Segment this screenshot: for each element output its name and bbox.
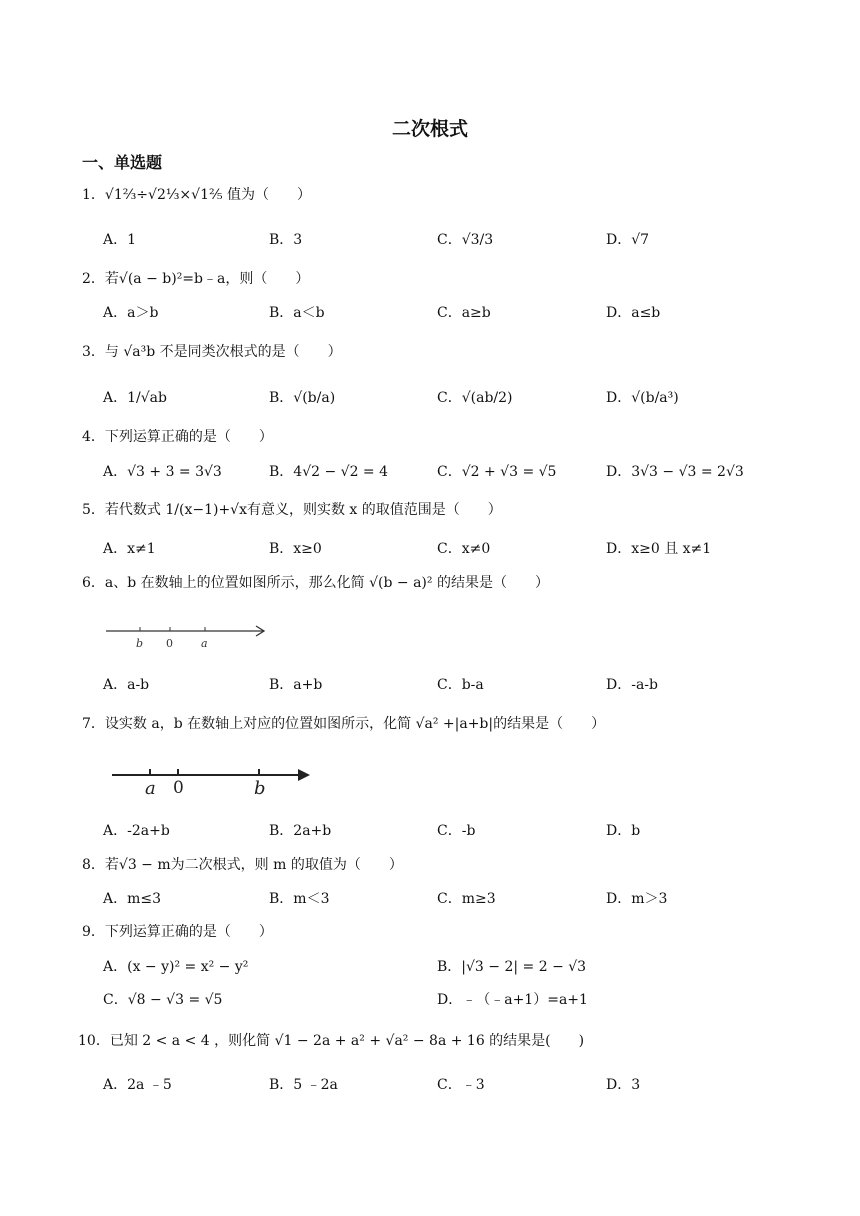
q9-option-a: A．(x − y)² = x² − y² <box>103 959 249 975</box>
q3-option-a: A．1/√ab <box>103 390 167 406</box>
q9-option-c: C．√8 − √3 = √5 <box>103 992 223 1008</box>
question-8-stem: 8．若√3 − m为二次根式，则 m 的取值为（ ） <box>82 857 403 873</box>
q5-option-c: C．x≠0 <box>437 541 491 557</box>
q2-option-d: D．a≤b <box>606 305 661 321</box>
q4-option-d: D．3√3 − √3 = 2√3 <box>606 464 744 480</box>
q5-option-d: D．x≥0 且 x≠1 <box>606 541 712 557</box>
fig6-label-zero: 0 <box>166 637 173 650</box>
question-2-stem: 2．若√(a − b)²=b﹣a，则（ ） <box>82 271 310 287</box>
q4-option-b: B．4√2 − √2 = 4 <box>269 464 389 480</box>
fig6-label-b: b <box>136 637 144 650</box>
question-6-stem: 6．a、b 在数轴上的位置如图所示，那么化简 √(b − a)² 的结果是（ ） <box>82 575 549 591</box>
q1-option-d: D．√7 <box>606 232 650 248</box>
q5-option-b: B．x≥0 <box>269 541 322 557</box>
q4-option-c: C．√2 + √3 = √5 <box>437 464 557 480</box>
q7-option-c: C．-b <box>437 823 476 839</box>
q7-option-a: A．-2a+b <box>103 823 170 839</box>
q8-option-c: C．m≥3 <box>437 891 496 907</box>
q1-option-b: B．3 <box>269 232 303 248</box>
question-4-stem: 4．下列运算正确的是（ ） <box>82 429 273 445</box>
q10-option-c: C．﹣3 <box>437 1077 485 1093</box>
q9-option-d: D．﹣（﹣a+1）=a+1 <box>437 992 588 1008</box>
q10-option-b: B．5 ﹣2a <box>269 1077 338 1093</box>
q6-option-c: C．b-a <box>437 677 484 693</box>
question-5-stem: 5．若代数式 1/(x−1)+√x有意义，则实数 x 的取值范围是（ ） <box>82 502 502 518</box>
fig6-label-a: a <box>201 637 208 650</box>
q8-option-b: B．m＜3 <box>269 891 330 907</box>
q2-option-a: A．a＞b <box>103 305 159 321</box>
section-heading: 一、单选题 <box>82 153 163 172</box>
q2-option-c: C．a≥b <box>437 305 491 321</box>
question-1-stem: 1．√1⅔÷√2⅓×√1⅖ 值为（ ） <box>82 187 312 203</box>
q6-option-a: A．a-b <box>103 677 150 693</box>
q7-option-d: D．b <box>606 823 641 839</box>
page-title: 二次根式 <box>391 118 468 140</box>
q9-option-b: B．|√3 − 2| = 2 − √3 <box>437 959 587 975</box>
q2-option-b: B．a＜b <box>269 305 325 321</box>
q10-option-a: A．2a ﹣5 <box>103 1077 172 1093</box>
question-10-stem: 10．已知 2 < a < 4 ，则化简 √1 − 2a + a² + √a² − 8a + 16 的结果是( ) <box>78 1033 585 1049</box>
fig7-label-a: a <box>145 778 156 798</box>
number-line-figure-7 <box>110 762 316 798</box>
question-7-stem: 7．设实数 a，b 在数轴上对应的位置如图所示，化简 √a² +|a+b|的结果是（ ） <box>82 716 606 732</box>
q4-option-a: A．√3 + 3 = 3√3 <box>103 464 222 480</box>
q3-option-b: B．√(b/a) <box>269 390 336 406</box>
q6-option-b: B．a+b <box>269 677 323 693</box>
q3-option-d: D．√(b/a³) <box>606 390 679 406</box>
q6-option-d: D．-a-b <box>606 677 658 693</box>
q1-option-c: C．√3/3 <box>437 232 494 248</box>
q10-option-d: D．3 <box>606 1077 641 1093</box>
q3-option-c: C．√(ab/2) <box>437 390 513 406</box>
fig7-label-zero: 0 <box>173 778 184 798</box>
q8-option-a: A．m≤3 <box>103 891 162 907</box>
number-line-figure-6 <box>104 620 270 654</box>
q1-option-a: A．1 <box>103 232 137 248</box>
fig7-label-b: b <box>254 778 266 798</box>
question-9-stem: 9．下列运算正确的是（ ） <box>82 924 273 940</box>
q5-option-a: A．x≠1 <box>103 541 156 557</box>
question-3-stem: 3．与 √a³b 不是同类次根式的是（ ） <box>82 344 342 360</box>
q7-option-b: B．2a+b <box>269 823 332 839</box>
q8-option-d: D．m＞3 <box>606 891 668 907</box>
